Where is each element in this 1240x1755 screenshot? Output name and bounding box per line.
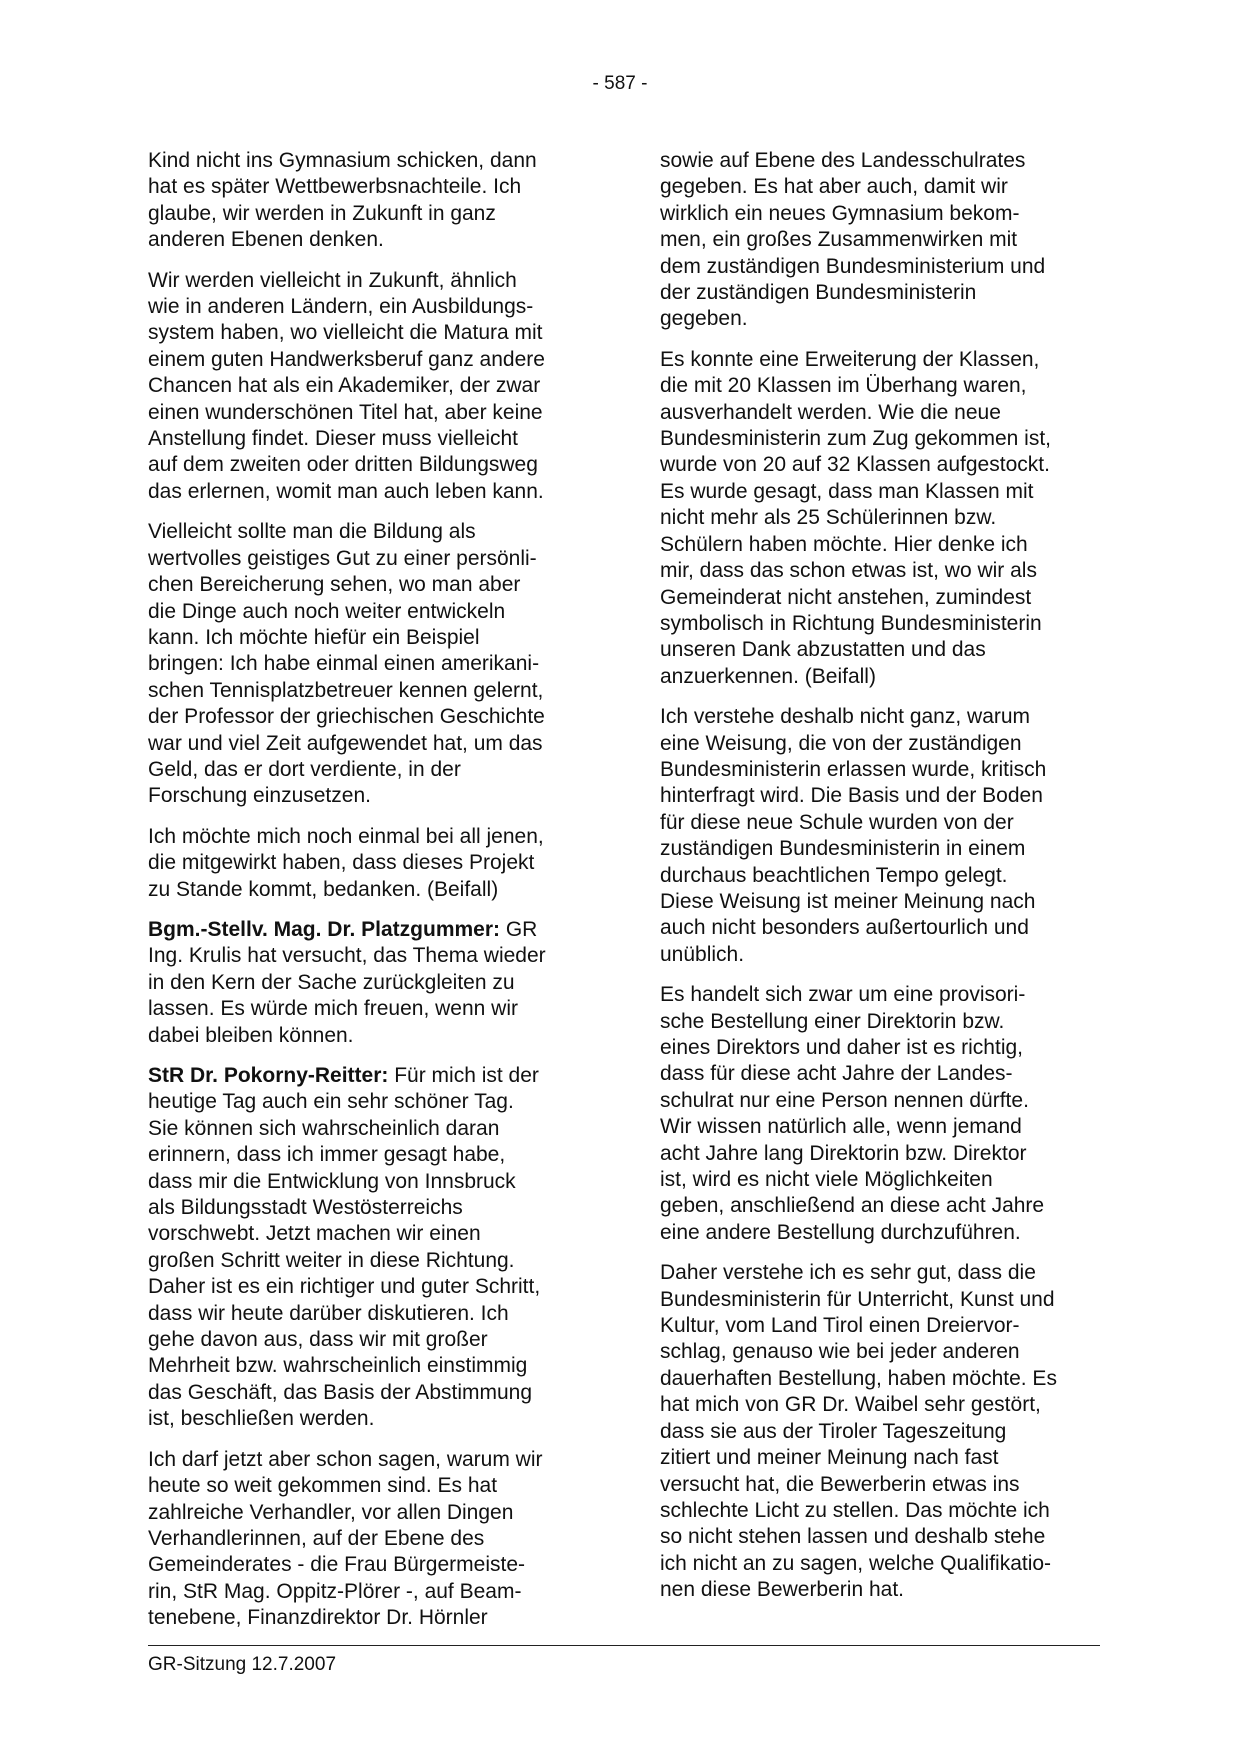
paragraph-line: zu Stande kommt, bedanken. (Beifall) — [148, 877, 499, 901]
paragraph-line — [148, 1063, 588, 1089]
paragraph — [660, 982, 1100, 1246]
speaker-paragraph — [148, 917, 588, 1049]
paragraph-line: dass mir die Entwicklung von Innsbruck — [148, 1169, 516, 1193]
paragraph-line: Bundesministerin für Unterricht, Kunst und — [660, 1287, 1055, 1311]
paragraph-line: ist, wird es nicht viele Möglichkeiten — [660, 1168, 993, 1192]
paragraph-line: Schülern haben möchte. Hier denke ich — [660, 532, 1028, 556]
paragraph-line: dass wir heute darüber diskutieren. Ich — [148, 1301, 509, 1325]
paragraph-line: Es wurde gesagt, dass man Klassen mit — [660, 479, 1034, 503]
paragraph-line: zahlreiche Verhandler, vor allen Dingen — [148, 1500, 514, 1524]
paragraph-line: unseren Dank abzustatten und das — [660, 638, 986, 662]
paragraph-line: gehe davon aus, dass wir mit großer — [148, 1328, 488, 1352]
paragraph-line: großen Schritt weiter in diese Richtung. — [148, 1248, 515, 1272]
paragraph-line: dass für diese acht Jahre der Landes- — [660, 1062, 1013, 1086]
paragraph-line: die mitgewirkt haben, dass dieses Projekt — [148, 851, 535, 875]
paragraph-line: gegeben. Es hat aber auch, damit wir — [660, 175, 1008, 199]
paragraph-line: wirklich ein neues Gymnasium bekom- — [660, 201, 1020, 225]
paragraph-line: einen wunderschönen Titel hat, aber keine — [148, 400, 543, 424]
paragraph-line: rin, StR Mag. Oppitz-Plörer -, auf Beam- — [148, 1579, 522, 1603]
paragraph-line: das erlernen, womit man auch leben kann. — [148, 479, 544, 503]
paragraph-line: Kultur, vom Land Tirol einen Dreiervor- — [660, 1314, 1020, 1338]
paragraph-line: hat es später Wettbewerbsnachteile. Ich — [148, 175, 522, 199]
left-column — [148, 148, 588, 1646]
paragraph-line: zuständigen Bundesministerin in einem — [660, 837, 1026, 861]
paragraph-line: der zuständigen Bundesministerin — [660, 281, 977, 305]
speaker-paragraph — [148, 1063, 588, 1433]
paragraph — [148, 268, 588, 506]
paragraph-line: wertvolles geistiges Gut zu einer persönli- — [148, 546, 537, 570]
paragraph-line: in den Kern der Sache zurückgleiten zu — [148, 970, 515, 994]
paragraph-line: sche Bestellung einer Direktorin bzw. — [660, 1009, 1005, 1033]
paragraph-line: die Dinge auch noch weiter entwickeln — [148, 599, 506, 623]
paragraph — [148, 148, 588, 254]
paragraph-line: wie in anderen Ländern, ein Ausbildungs- — [148, 295, 534, 319]
paragraph-line: tenebene, Finanzdirektor Dr. Hörnler — [148, 1606, 488, 1630]
paragraph — [660, 148, 1100, 333]
paragraph-line: das Geschäft, das Basis der Abstimmung — [148, 1380, 533, 1404]
paragraph-line: einem guten Handwerksberuf ganz andere — [148, 347, 545, 371]
paragraph-line: ist, beschließen werden. — [148, 1407, 375, 1431]
paragraph-line: versucht hat, die Bewerberin etwas ins — [660, 1472, 1020, 1496]
paragraph-line: anderen Ebenen denken. — [148, 228, 384, 252]
paragraph — [148, 1447, 588, 1632]
paragraph-line: gegeben. — [660, 307, 748, 331]
speaker-line-rest: Für mich ist der — [388, 1064, 539, 1087]
paragraph-line: dauerhaften Bestellung, haben möchte. Es — [660, 1366, 1057, 1390]
paragraph-line: acht Jahre lang Direktorin bzw. Direktor — [660, 1141, 1027, 1165]
paragraph-line: Sie können sich wahrscheinlich daran — [148, 1116, 500, 1140]
paragraph-line: dabei bleiben können. — [148, 1023, 354, 1047]
paragraph-line: ich nicht an zu sagen, welche Qualifikatio- — [660, 1551, 1052, 1575]
paragraph-line: kann. Ich möchte hiefür ein Beispiel — [148, 625, 480, 649]
speaker-name: Bgm.-Stellv. Mag. Dr. Platzgummer: — [148, 917, 501, 941]
paragraph-line: vorschwebt. Jetzt machen wir einen — [148, 1222, 481, 1246]
paragraph-line: Diese Weisung ist meiner Meinung nach — [660, 889, 1036, 913]
paragraph-line — [148, 917, 588, 943]
paragraph-line: hat mich von GR Dr. Waibel sehr gestört, — [660, 1393, 1041, 1417]
paragraph-line: chen Bereicherung sehen, wo man aber — [148, 573, 521, 597]
paragraph-line: Wir wissen natürlich alle, wenn jemand — [660, 1115, 1022, 1139]
paragraph-line: Bundesministerin erlassen wurde, kritisch — [660, 757, 1047, 781]
paragraph-line: men, ein großes Zusammenwirken mit — [660, 228, 1018, 252]
paragraph-line: mir, dass das schon etwas ist, wo wir als — [660, 559, 1037, 583]
paragraph-line: system haben, wo vielleicht die Matura mit — [148, 321, 543, 345]
paragraph-line: anzuerkennen. (Beifall) — [660, 664, 876, 688]
paragraph-line: die mit 20 Klassen im Überhang waren, — [660, 374, 1027, 398]
speaker-name: StR Dr. Pokorny-Reitter: — [148, 1064, 389, 1087]
paragraph-line: Daher verstehe ich es sehr gut, dass die — [660, 1261, 1036, 1285]
paragraph-line: eine andere Bestellung durchzuführen. — [660, 1220, 1021, 1244]
paragraph-line: dem zuständigen Bundesministerium und — [660, 254, 1046, 278]
paragraph-line: Bundesministerin zum Zug gekommen ist, — [660, 427, 1051, 451]
paragraph-line: durchaus beachtlichen Tempo gelegt. — [660, 863, 1008, 887]
paragraph-line: so nicht stehen lassen und deshalb stehe — [660, 1525, 1046, 1549]
speaker-line-rest: GR — [500, 917, 538, 941]
paragraph-line: Ich möchte mich noch einmal bei all jenen, — [148, 824, 544, 848]
paragraph-line: schulrat nur eine Person nennen dürfte. — [660, 1088, 1029, 1112]
right-column — [660, 148, 1100, 1618]
paragraph-line: heute so weit gekommen sind. Es hat — [148, 1474, 498, 1498]
paragraph-line: erinnern, dass ich immer gesagt habe, — [148, 1143, 506, 1167]
paragraph-line: Es konnte eine Erweiterung der Klassen, — [660, 347, 1040, 371]
paragraph-line: heutige Tag auch ein sehr schöner Tag. — [148, 1090, 514, 1114]
paragraph-line: Mehrheit bzw. wahrscheinlich einstimmig — [148, 1354, 528, 1378]
paragraph-line: sowie auf Ebene des Landesschulrates — [660, 149, 1026, 172]
paragraph — [660, 704, 1100, 968]
paragraph-line: auch nicht besonders außertourlich und — [660, 916, 1029, 940]
paragraph-line: Daher ist es ein richtiger und guter Schritt, — [148, 1275, 541, 1299]
paragraph-line: eines Direktors und daher ist es richtig, — [660, 1036, 1023, 1059]
paragraph-line: der Professor der griechischen Geschichte — [148, 705, 545, 729]
paragraph-line: Gemeinderat nicht anstehen, zumindest — [660, 585, 1032, 609]
paragraph-line: Gemeinderates - die Frau Bürgermeiste- — [148, 1553, 525, 1577]
paragraph-line: ausverhandelt werden. Wie die neue — [660, 400, 1001, 424]
paragraph — [148, 519, 588, 809]
paragraph-line: eine Weisung, die von der zuständigen — [660, 731, 1022, 755]
footer-rule — [148, 1645, 1100, 1646]
paragraph-line: nicht mehr als 25 Schülerinnen bzw. — [660, 506, 997, 530]
paragraph-line: wurde von 20 auf 32 Klassen aufgestockt. — [660, 453, 1050, 477]
paragraph-line: geben, anschließend an diese acht Jahre — [660, 1194, 1045, 1218]
paragraph-line: lassen. Es würde mich freuen, wenn wir — [148, 997, 518, 1021]
paragraph-line: Geld, das er dort verdiente, in der — [148, 757, 461, 781]
paragraph-line: Anstellung findet. Dieser muss vielleicht — [148, 427, 519, 451]
paragraph-line: nen diese Bewerberin hat. — [660, 1578, 904, 1602]
paragraph-line: war und viel Zeit aufgewendet hat, um das — [148, 731, 543, 755]
paragraph-line: Kind nicht ins Gymnasium schicken, dann — [148, 149, 537, 172]
paragraph-line: Verhandlerinnen, auf der Ebene des — [148, 1526, 485, 1550]
paragraph-line: unüblich. — [660, 942, 745, 966]
paragraph-line: glaube, wir werden in Zukunft in ganz — [148, 201, 496, 225]
paragraph-line: zitiert und meiner Meinung nach fast — [660, 1446, 999, 1470]
paragraph-line: schlechte Licht zu stellen. Das möchte ich — [660, 1498, 1050, 1522]
paragraph — [660, 347, 1100, 690]
paragraph-line: Es handelt sich zwar um eine provisori- — [660, 983, 1026, 1007]
paragraph-line: Wir werden vielleicht in Zukunft, ähnlich — [148, 268, 517, 292]
paragraph-line: hinterfragt wird. Die Basis und der Boden — [660, 784, 1043, 808]
paragraph-line: schen Tennisplatzbetreuer kennen gelernt, — [148, 678, 544, 702]
paragraph-line: dass sie aus der Tiroler Tageszeitung — [660, 1419, 1007, 1443]
paragraph — [660, 1260, 1100, 1603]
paragraph-line: Ich verstehe deshalb nicht ganz, warum — [660, 705, 1031, 729]
paragraph-line: symbolisch in Richtung Bundesministerin — [660, 611, 1042, 635]
paragraph-line: für diese neue Schule wurden von der — [660, 810, 1014, 834]
paragraph-line: Forschung einzusetzen. — [148, 784, 371, 808]
paragraph — [148, 824, 588, 903]
paragraph-line: bringen: Ich habe einmal einen amerikani- — [148, 652, 540, 676]
paragraph-line: Chancen hat als ein Akademiker, der zwar — [148, 374, 541, 398]
paragraph-line: schlag, genauso wie bei jeder anderen — [660, 1340, 1020, 1364]
page-number: - 587 - — [592, 73, 648, 94]
paragraph-line: auf dem zweiten oder dritten Bildungsweg — [148, 453, 538, 477]
paragraph-line: Vielleicht sollte man die Bildung als — [148, 520, 476, 544]
paragraph-line: als Bildungsstadt Westösterreichs — [148, 1196, 463, 1220]
paragraph-line: Ich darf jetzt aber schon sagen, warum wir — [148, 1447, 543, 1471]
paragraph-line: Ing. Krulis hat versucht, das Thema wieder — [148, 944, 546, 968]
footer-text: GR-Sitzung 12.7.2007 — [148, 1654, 337, 1675]
